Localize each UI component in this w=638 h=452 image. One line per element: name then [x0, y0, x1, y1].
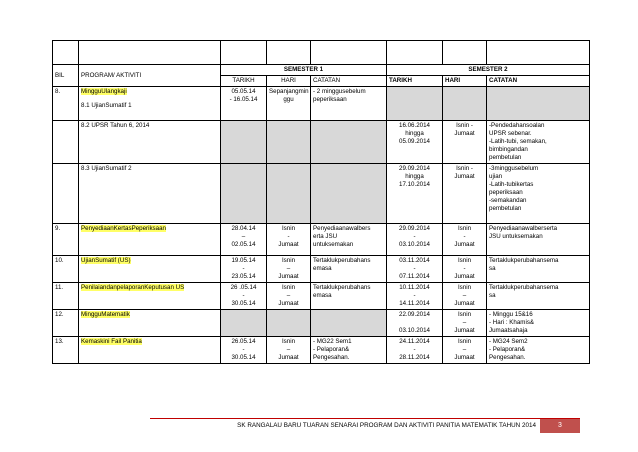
catatan2-header: CATATAN — [487, 76, 590, 87]
catatan-2-cell-text: Penyediaanawalberserta JSU untuksemakan — [489, 225, 558, 240]
program-name: MingguUlangkaji — [81, 88, 127, 95]
program-cell — [79, 337, 221, 364]
hari-2-cell — [443, 87, 487, 121]
tarikh-1-cell — [221, 310, 267, 337]
catatan-2-cell — [487, 337, 590, 364]
tarikh-2-cell — [387, 224, 443, 256]
tarikh-2-cell-text: 29.09.2014 - 03.10.2014 — [399, 225, 430, 248]
table-row — [53, 283, 590, 310]
bil-cell — [53, 224, 79, 256]
tarikh-1-cell — [221, 224, 267, 256]
tarikh-2-cell-text: 16.06.2014 hingga 05.09.2014 — [399, 122, 430, 145]
tarikh-2-cell-text: 03.11.2014 - 07.11.2014 — [399, 257, 430, 280]
catatan-2-cell-text: Tertaklukperubahansema sa — [489, 284, 559, 299]
hari-2-cell-text: Isnin - Jumaat — [454, 225, 475, 248]
hari-2-cell-text: Isnin – Jumaat — [454, 338, 475, 361]
catatan-2-cell-text: -Pendedahansoalan UPSR sebenar. -Latih-tubi, semakan, bimbingandan pembetulan — [489, 122, 547, 161]
program-name: PenilaiandanpelaporanKeputusan US — [81, 284, 185, 291]
catatan-2-cell — [487, 283, 590, 310]
table-row — [53, 310, 590, 337]
empty-top-row — [53, 41, 590, 65]
tarikh-2-cell-text: 22.09.2014 03.10.2014 — [399, 311, 430, 334]
tarikh-1-cell-text: 05.05.14 - 16.05.14 — [229, 88, 258, 103]
tarikh-2-cell — [387, 256, 443, 283]
catatan-1-cell — [311, 121, 387, 164]
bil-cell-text: 9. — [55, 225, 61, 232]
hari-2-cell — [443, 337, 487, 364]
bil-header: BIL — [53, 65, 79, 87]
program-name: 8.3 UjianSumatif 2 — [81, 165, 132, 172]
program-name: MingguMatematik — [81, 311, 130, 318]
catatan-1-cell — [311, 256, 387, 283]
catatan-2-cell — [487, 256, 590, 283]
tarikh-1-cell-text: 26.05.14 - 30.05.14 — [231, 338, 256, 361]
tarikh-1-cell — [221, 256, 267, 283]
tarikh2-header: TARIKH — [387, 76, 443, 87]
catatan-2-cell-text: - MG24 Sem2 - Pelaporan& Pengesahan. — [489, 338, 528, 361]
catatan-header: CATATAN — [311, 76, 387, 87]
table-row — [53, 224, 590, 256]
page-footer — [150, 418, 580, 433]
program-cell — [79, 310, 221, 337]
program-name: UjianSumatif (US) — [81, 257, 131, 264]
tarikh-2-cell-text: 29.09.2014 hingga 17.10.2014 — [399, 165, 430, 188]
program-cell — [79, 283, 221, 310]
hari-1-cell-text: Isnin – Jumaat — [278, 338, 299, 361]
program-name: Kemaskini Fail Panitia — [81, 338, 142, 345]
tarikh-1-cell-text: 19.05.14 - 23.05.14 — [231, 257, 256, 280]
program-cell — [79, 121, 221, 164]
program-table — [52, 40, 590, 364]
bil-cell — [53, 87, 79, 121]
tarikh-header: TARIKH — [221, 76, 267, 87]
table-row — [53, 164, 590, 224]
catatan-1-cell-text: - MG22 Sem1 - Pelaporan& Pengesahan. — [313, 338, 352, 361]
bil-cell — [53, 283, 79, 310]
program-header: PROGRAM/ AKTIVITI — [79, 65, 221, 87]
tarikh-1-cell — [221, 337, 267, 364]
hari-1-cell — [267, 121, 311, 164]
hari-1-cell — [267, 283, 311, 310]
program-name: 8.2 UPSR Tahun 6, 2014 — [81, 122, 150, 129]
program-table-sheet — [52, 40, 589, 364]
catatan-2-cell — [487, 164, 590, 224]
tarikh-2-cell — [387, 310, 443, 337]
tarikh-2-cell-text: 10.11.2014 - 14.11.2014 — [399, 284, 430, 307]
tarikh-2-cell — [387, 337, 443, 364]
catatan-1-cell-text: Tertaklukperubahans emasa — [313, 257, 371, 272]
program-cell — [79, 164, 221, 224]
hari-2-cell — [443, 283, 487, 310]
program-sub-item: 8.1 UjianSumatif 1 — [81, 102, 132, 109]
catatan-2-cell-text: Tertaklukperubahansema sa — [489, 257, 559, 272]
tarikh-2-cell — [387, 121, 443, 164]
semester-2-header: SEMESTER 2 — [387, 65, 590, 76]
bil-cell — [53, 256, 79, 283]
footer-text: SK RANGALAU BARU TUARAN SENARAI PROGRAM DAN AKTIVITI PANITIA MATEMATIK TAHUN 2014 — [237, 422, 536, 429]
program-cell — [79, 87, 221, 121]
hari-1-cell — [267, 87, 311, 121]
tarikh-1-cell-text: 26 .05.14 - 30.05.14 — [230, 284, 257, 307]
hari-2-cell-text: Isnin – Jumaat — [454, 311, 475, 334]
hari-2-cell — [443, 224, 487, 256]
hari-2-cell — [443, 256, 487, 283]
hari-2-cell-text: Isnin - Jumaat — [454, 122, 475, 137]
program-name: PenyediaanKertasPeperiksaan — [81, 225, 166, 232]
catatan-1-cell — [311, 337, 387, 364]
catatan-2-cell-text: -3minggusebelum ujian -Latih-tubikertas peperiksaan -semakandan pembetulan — [489, 165, 539, 212]
hari-1-cell — [267, 337, 311, 364]
tarikh-1-cell — [221, 87, 267, 121]
catatan-2-cell — [487, 310, 590, 337]
hari-1-cell — [267, 224, 311, 256]
bil-cell — [53, 337, 79, 364]
table-row — [53, 121, 590, 164]
hari-1-cell — [267, 310, 311, 337]
catatan-1-cell — [311, 224, 387, 256]
catatan-1-cell — [311, 87, 387, 121]
bil-cell-text: 10. — [55, 257, 64, 264]
table-row — [53, 256, 590, 283]
bil-cell — [53, 310, 79, 337]
hari-1-cell-text: Sepanjangmin ggu — [269, 88, 309, 103]
bil-cell — [53, 164, 79, 224]
hari-1-cell-text: Isnin – Jumaat — [278, 284, 299, 307]
semester-1-header: SEMESTER 1 — [221, 65, 387, 76]
catatan-1-cell-text: Penyediaanawalbers erta JSU untuksemakan — [313, 225, 371, 248]
header-row-1 — [53, 65, 590, 76]
table-row — [53, 337, 590, 364]
hari-2-cell — [443, 121, 487, 164]
tarikh-2-cell — [387, 87, 443, 121]
hari-1-cell — [267, 256, 311, 283]
hari-2-cell-text: Isnin - Jumaat — [454, 257, 475, 280]
hari-2-cell-text: Isnin – Jumaat — [454, 284, 475, 307]
page-number: 3 — [540, 419, 580, 433]
program-cell — [79, 224, 221, 256]
tarikh-2-cell-text: 24.11.2014 - 28.11.2014 — [399, 338, 430, 361]
bil-cell-text: 8. — [55, 88, 61, 95]
hari-header: HARI — [267, 76, 311, 87]
tarikh-2-cell — [387, 164, 443, 224]
tarikh-1-cell-text: 28.04.14 – 02.05.14 — [231, 225, 256, 248]
program-cell — [79, 256, 221, 283]
tarikh-1-cell — [221, 121, 267, 164]
hari-1-cell — [267, 164, 311, 224]
catatan-1-cell-text: Tertaklukperubahans emasa — [313, 284, 371, 299]
hari-2-cell — [443, 164, 487, 224]
tarikh-1-cell — [221, 283, 267, 310]
catatan-1-cell — [311, 310, 387, 337]
table-row — [53, 87, 590, 121]
bil-cell-text: 13. — [55, 338, 64, 345]
catatan-1-cell — [311, 164, 387, 224]
bil-cell-text: 12. — [55, 311, 64, 318]
hari-1-cell-text: Isnin – Jumaat — [278, 257, 299, 280]
hari-1-cell-text: Isnin - Jumaat — [278, 225, 299, 248]
table-body — [53, 87, 590, 364]
catatan-2-cell-text: - Minggu 15&16 - Hari : Khamis& Jumaatsahaja — [489, 311, 535, 334]
hari-2-cell — [443, 310, 487, 337]
catatan-1-cell — [311, 283, 387, 310]
hari-2-cell-text: Isnin - Jumaat — [454, 165, 475, 180]
tarikh-1-cell — [221, 164, 267, 224]
catatan-2-cell — [487, 87, 590, 121]
hari2-header: HARI — [443, 76, 487, 87]
bil-cell — [53, 121, 79, 164]
catatan-1-cell-text: - 2 minggusebelum peperiksaan — [313, 88, 366, 103]
catatan-2-cell — [487, 224, 590, 256]
catatan-2-cell — [487, 121, 590, 164]
tarikh-2-cell — [387, 283, 443, 310]
bil-cell-text: 11. — [55, 284, 64, 291]
